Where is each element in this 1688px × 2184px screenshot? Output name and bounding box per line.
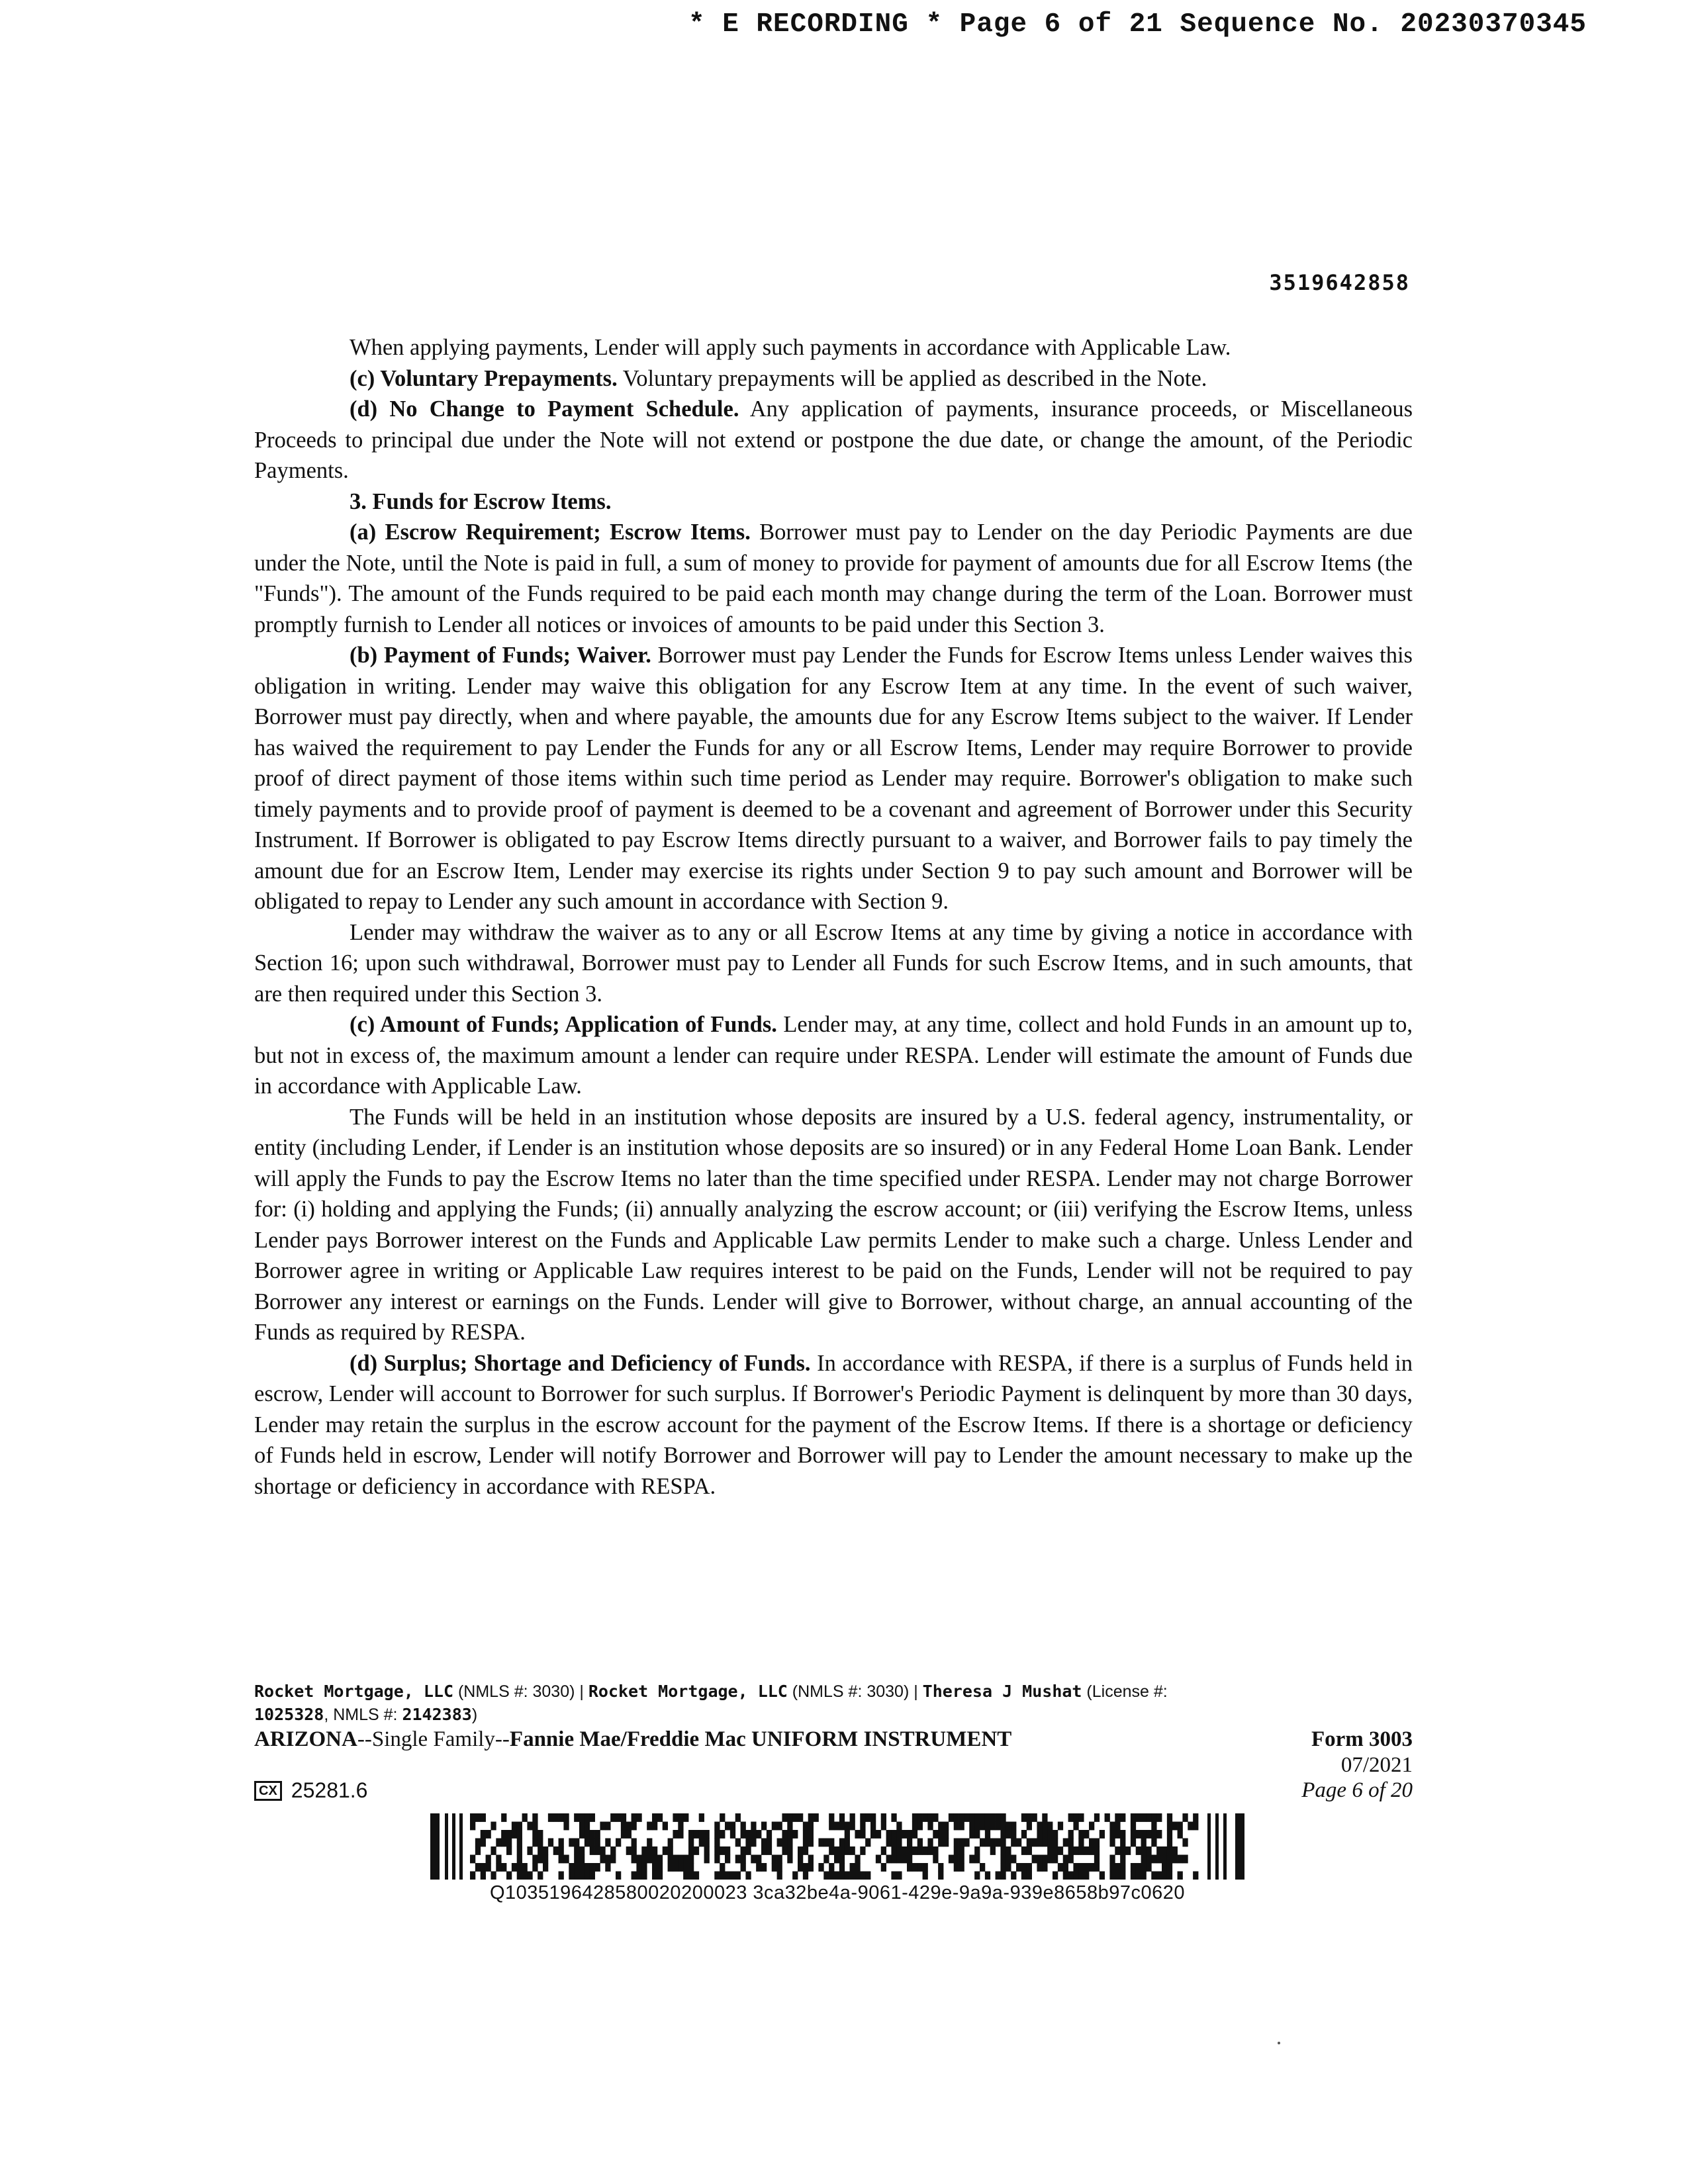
paragraph-funds-held	[254, 1102, 1413, 1348]
state-name: ARIZONA	[254, 1727, 357, 1751]
section-3-title	[254, 486, 1413, 518]
lender-info	[254, 1680, 1413, 1726]
paragraph-text: Any application of payments, insurance proceeds, or Miscellaneous Proceeds to principal due under the Note will not extend or postpone the due date, or change the amount, of the Periodic Payments.	[254, 396, 1413, 483]
section-heading: (c) Voluntary Prepayments.	[350, 365, 618, 391]
instrument-name: Fannie Mae/Freddie Mac UNIFORM INSTRUMENT	[509, 1727, 1012, 1751]
section-heading: (c) Amount of Funds; Application of Funds.	[350, 1012, 777, 1037]
paragraph-amount-of-funds	[254, 1009, 1413, 1102]
license-number: 1025328	[254, 1705, 324, 1724]
lender-name: Rocket Mortgage, LLC	[588, 1682, 788, 1701]
section-heading: (d) Surplus; Shortage and Deficiency of Funds.	[350, 1350, 811, 1376]
paragraph-voluntary-prepayments	[254, 363, 1413, 394]
loan-originator-name: Theresa J Mushat	[922, 1682, 1082, 1701]
paragraph-withdraw-waiver	[254, 917, 1413, 1010]
license-label: (License #:	[1082, 1682, 1168, 1701]
doc-id: 25281.6	[291, 1778, 368, 1802]
lender-nmls: (NMLS #: 3030) |	[787, 1682, 923, 1701]
section-heading: 3. Funds for Escrow Items.	[350, 488, 612, 514]
instrument-title	[254, 1727, 1011, 1752]
close-paren: )	[471, 1706, 478, 1724]
doc-id-row	[254, 1778, 1413, 1803]
cx-logo-icon: CX	[254, 1781, 282, 1801]
scan-speck	[1278, 2042, 1280, 2044]
instrument-type: --Single Family--	[357, 1727, 510, 1751]
form-number: Form 3003	[1311, 1727, 1413, 1751]
document-body	[254, 332, 1413, 1502]
nmls-label: , NMLS #:	[324, 1706, 402, 1724]
section-heading: (d) No Change to Payment Schedule.	[350, 396, 739, 422]
paragraph-text: Lender may, at any time, collect and hold Funds in an amount up to, but not in excess of, the maximum amount a lender can require under RESPA. Lender will estimate the amount of Funds due in accordance with Applicable Law.	[254, 1012, 1413, 1099]
paragraph-text: The Funds will be held in an institution whose deposits are insured by a U.S. federal agency, instrumentality, or entity (including Lender, if Lender is an institution whose deposits are so insured) or in any Federal Home Loan Bank. Lender will apply the Funds to pay the Escrow Items no later than the time specified under RESPA. Lender may not charge Borrower for: (i) holding and applying the Funds; (ii) annually analyzing the escrow account; or (iii) verifying the Escrow Items, unless Lender pays Borrower interest on the Funds and Applicable Law permits Lender to make such a charge. Unless Lender and Borrower agree in writing or Applicable Law requires interest to be paid on the Funds, Lender will not be required to pay Borrower any interest or earnings on the Funds. Lender will give to Borrower, without charge, an annual accounting of the Funds as required by RESPA.	[254, 1104, 1413, 1345]
paragraph-text: Borrower must pay Lender the Funds for Escrow Items unless Lender waives this obligation in writing. Lender may waive this obligation for any Escrow Item at any time. In the event of such waiver, Borrower must pay directly, when and where payable, the amounts due for any Escrow Items subject to the waiver. If Lender has waived the requirement to pay Lender the Funds for any or all Escrow Items, Lender may require Borrower to provide proof of direct payment of those items within such time period as Lender may require. Borrower's obligation to make such timely payments and to provide proof of payment is deemed to be a covenant and agreement of Borrower under this Security Instrument. If Borrower is obligated to pay Escrow Items directly pursuant to a waiver, and Borrower fails to pay timely the amount due for an Escrow Item, Lender may exercise its rights under Section 9 to pay such amount and Borrower will be obligated to repay to Lender any such amount in accordance with Section 9.	[254, 643, 1413, 914]
lender-nmls: (NMLS #: 3030) |	[453, 1682, 588, 1701]
originator-nmls: 2142383	[402, 1705, 472, 1724]
paragraph-text: When applying payments, Lender will apply such payments in accordance with Applicable Law.	[350, 335, 1231, 360]
paragraph-text: Lender may withdraw the waiver as to any or all Escrow Items at any time by giving a notice in accordance with Section 16; upon such withdrawal, Borrower must pay to Lender all Funds for such Escrow Items, and in such amounts, that are then required under this Section 3.	[254, 919, 1413, 1007]
paragraph-text: In accordance with RESPA, if there is a surplus of Funds held in escrow, Lender will account to Borrower for such surplus. If Borrower's Periodic Payment is delinquent by more than 30 days, Lender may retain the surplus in the escrow account for the payment of the Escrow Items. If there is a shortage or deficiency of Funds held in escrow, Lender will notify Borrower and Borrower will pay to Lender the amount necessary to make up the shortage or deficiency in accordance with RESPA.	[254, 1350, 1413, 1499]
paragraph-surplus-shortage	[254, 1348, 1413, 1502]
page-footer	[254, 1680, 1413, 1803]
paragraph-text: Voluntary prepayments will be applied as described in the Note.	[617, 365, 1207, 391]
barcode-text: Q1035196428580020200023 3ca32be4a-9061-429e-9a9a-939e8658b97c0620	[489, 1882, 1186, 1903]
paragraph-applying-payments	[254, 332, 1413, 363]
section-heading: (b) Payment of Funds; Waiver.	[350, 643, 651, 668]
form-date: 07/2021	[1340, 1753, 1413, 1777]
paragraph-payment-of-funds	[254, 640, 1413, 917]
paragraph-text: Borrower must pay to Lender on the day Periodic Payments are due under the Note, until the Note is paid in full, a sum of money to provide for payment of amounts due for all Escrow Items (the "Funds"). The amount of the Funds required to be paid each month may change during the term of the Loan. Borrower must promptly furnish to Lender all notices or invoices of amounts to be paid under this Section 3.	[254, 520, 1413, 637]
loan-number: 3519642858	[1269, 270, 1410, 295]
barcode-block	[430, 1813, 1244, 1904]
barcode-icon	[430, 1813, 1244, 1880]
recording-header: * E RECORDING * Page 6 of 21 Sequence No. 20230370345	[688, 9, 1587, 40]
instrument-row	[254, 1727, 1413, 1752]
lender-name: Rocket Mortgage, LLC	[254, 1682, 454, 1701]
section-heading: (a) Escrow Requirement; Escrow Items.	[350, 520, 751, 545]
paragraph-no-change-payment-schedule	[254, 394, 1413, 486]
paragraph-escrow-requirement	[254, 517, 1413, 640]
page-number: Page 6 of 20	[1301, 1778, 1413, 1802]
doc-id-block	[254, 1778, 367, 1803]
